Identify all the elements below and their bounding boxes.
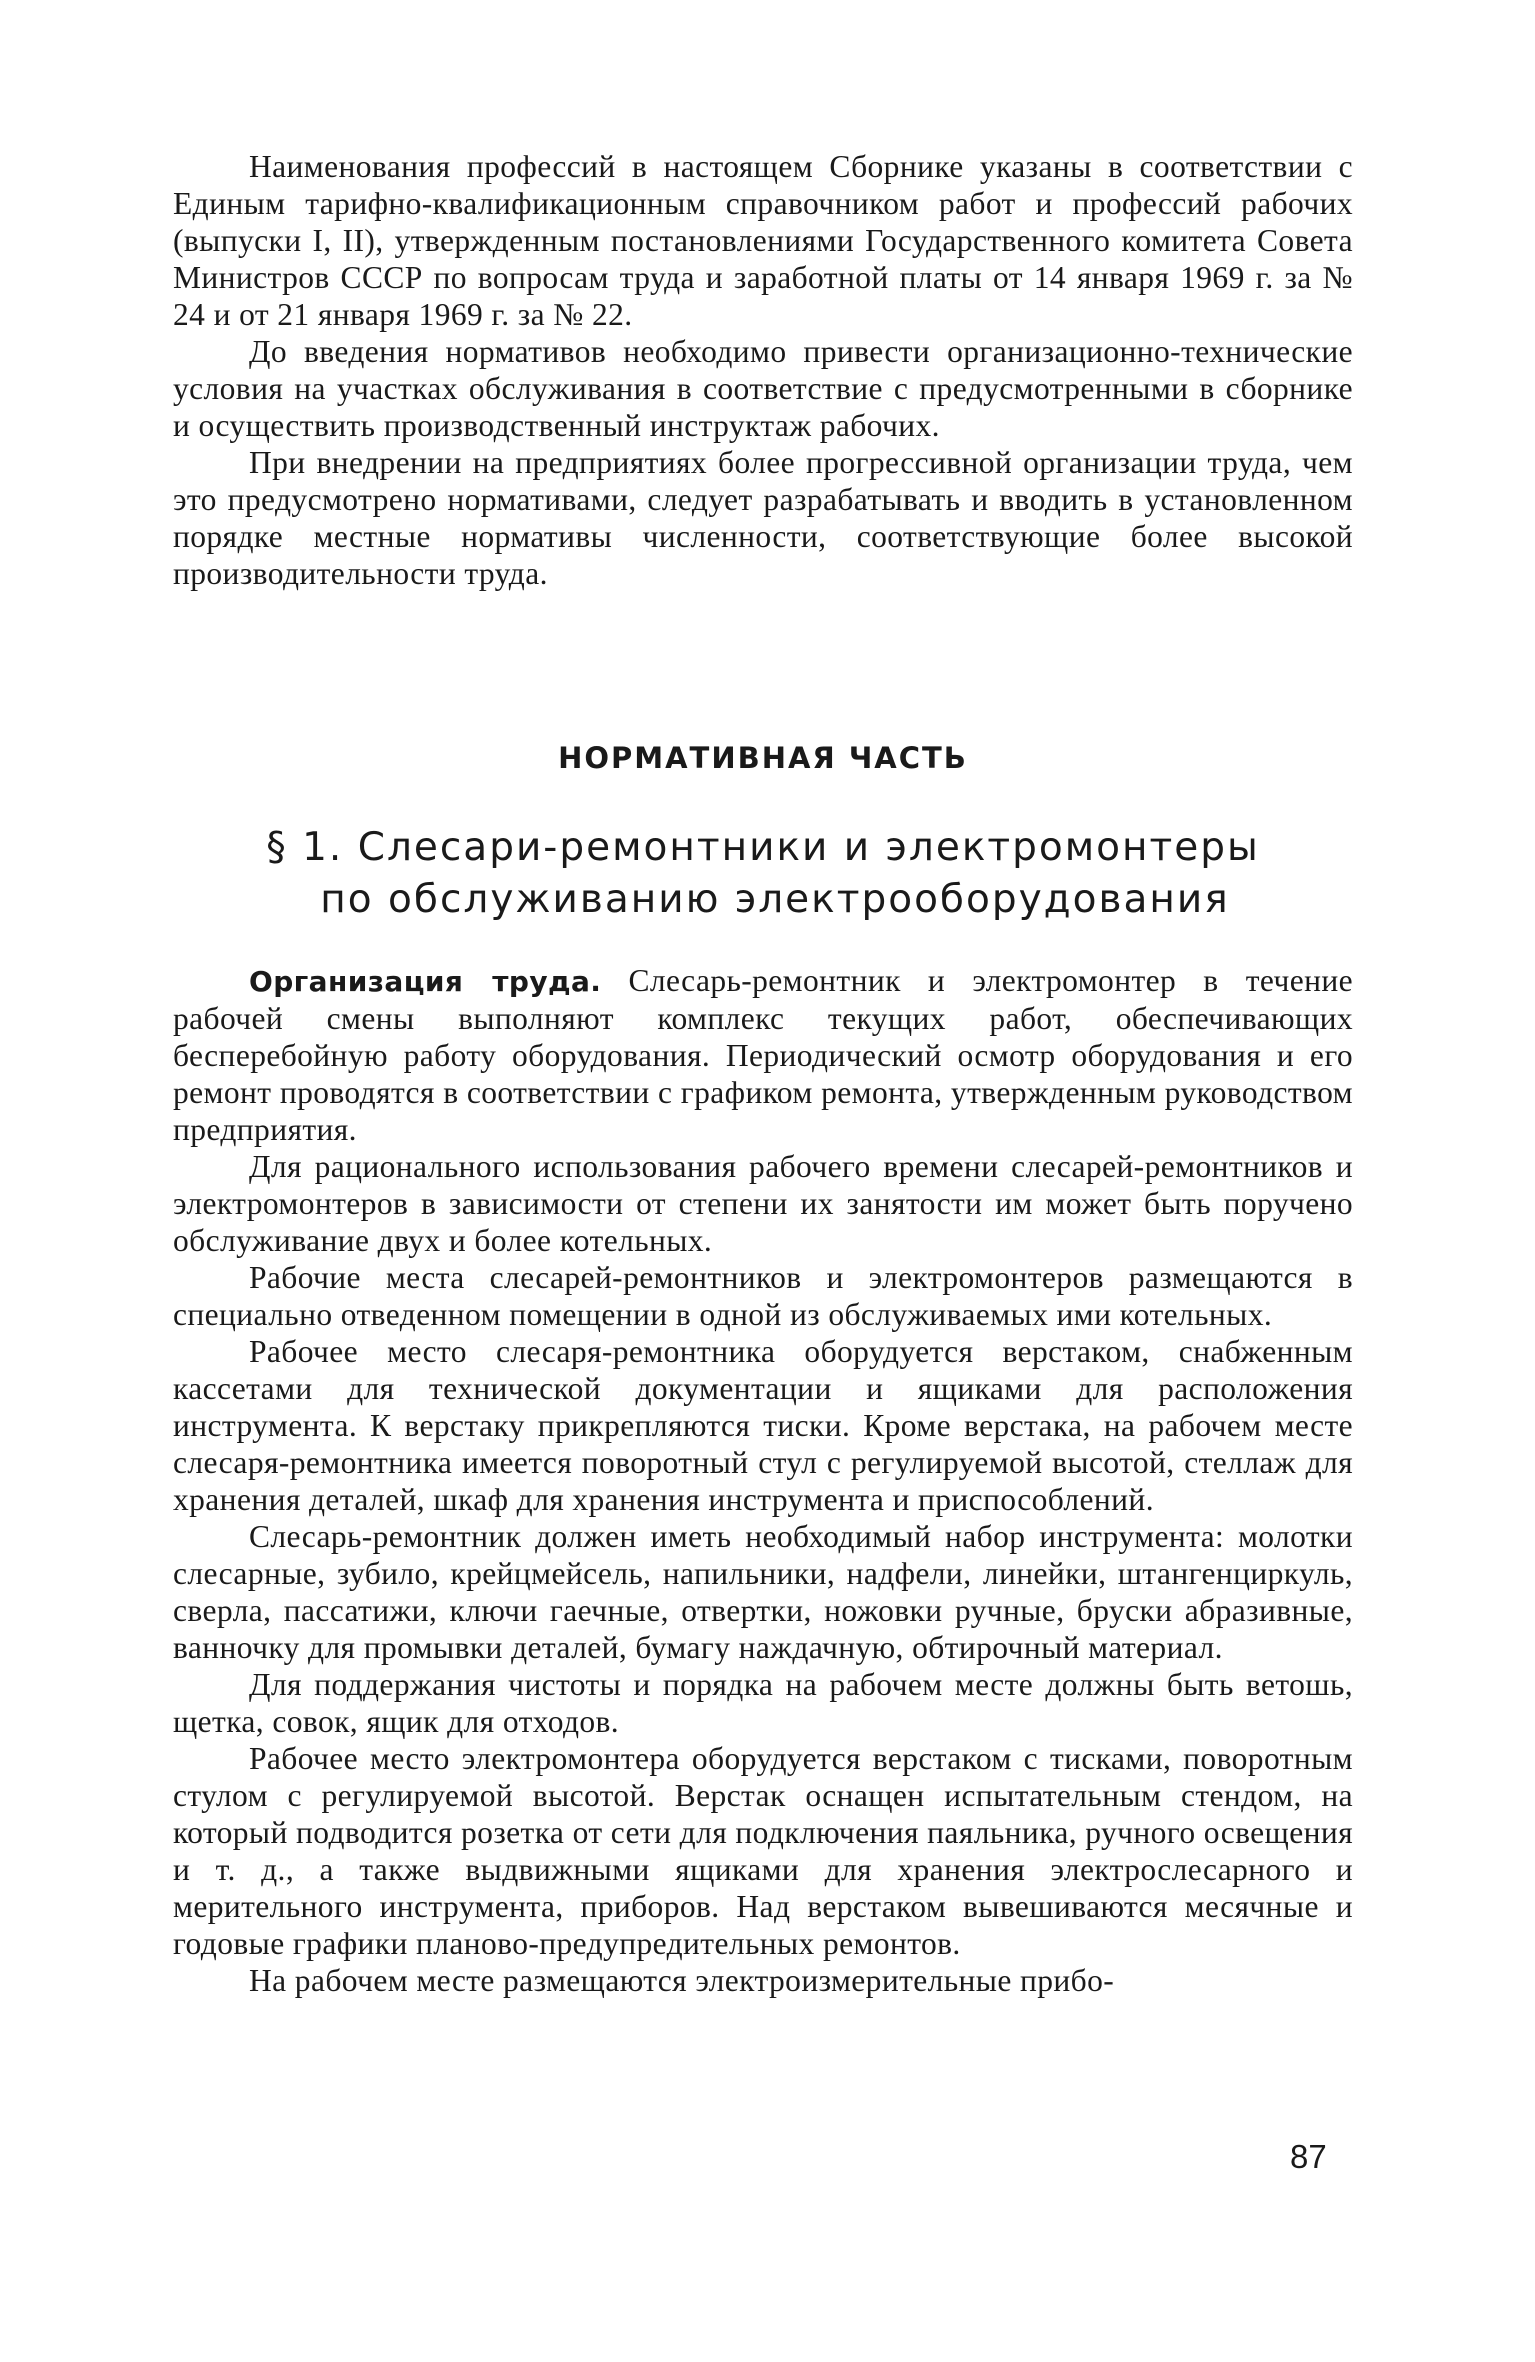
intro-text — [173, 148, 1353, 592]
body-paragraph-4: Рабочее место слесаря-ремонтника оборудуется верстаком, снабженным кассетами для технической документации и ящиками для расположения инструмента. К верстаку прикрепляются тиски. Кроме верстака, на рабочем месте слесаря-ремонтника имеется поворотный стул с регулируемой высотой, стеллаж для хранения деталей, шкаф для хранения инструмента и приспособлений. — [173, 1334, 1353, 1517]
part-title: НОРМАТИВНАЯ ЧАСТЬ — [558, 741, 968, 775]
page-number: 87 — [1290, 2138, 1327, 2175]
body-paragraph-2: Для рационального использования рабочего времени слесарей-ремонтников и электромонтеров в зависимости от степени их занятости им может быть поручено обслуживание двух и более котельных. — [173, 1149, 1353, 1258]
body-paragraph-1-text: Слесарь-ремонтник и электромонтер в течение рабочей смены выполняют комплекс текущих работ, обеспечивающих бесперебойную работу оборудования. Периодический осмотр оборудования и его ремонт проводятся в соответствии с графиком ремонта, утвержденным руководством предприятия. — [173, 963, 1354, 1147]
lead-heading: Организация труда. — [249, 965, 602, 998]
section-title-line-2: по обслуживанию электрооборудования — [320, 877, 1230, 922]
intro-paragraph-3: При внедрении на предприятиях более прогрессивной организации труда, чем это предусмотрено нормативами, следует разрабатывать и вводить в установленном порядке местные нормативы численности, соответствующие более высокой производительности труда. — [173, 445, 1353, 591]
body-paragraph-8: На рабочем месте размещаются электроизмерительные прибо- — [249, 1963, 1115, 1998]
body-paragraph-3: Рабочие места слесарей-ремонтников и электромонтеров размещаются в специально отведенном помещении в одной из обслуживаемых ими котельных. — [173, 1260, 1353, 1332]
body-paragraph-7: Рабочее место электромонтера оборудуется верстаком с тисками, поворотным стулом с регулируемой высотой. Верстак оснащен испытательным стендом, на который подводится розетка от сети для подключения паяльника, ручного освещения и т. д., а также выдвижными ящиками для хранения электрослесарного и мерительного инструмента, приборов. Над верстаком вывешиваются месячные и годовые графики планово-предупредительных ремонтов. — [173, 1741, 1353, 1961]
body-paragraph-1 — [173, 962, 1353, 1148]
section-title — [173, 822, 1353, 926]
body-paragraph-6: Для поддержания чистоты и порядка на рабочем месте должны быть ветошь, щетка, совок, ящик для отходов. — [173, 1667, 1353, 1739]
body-paragraph-5: Слесарь-ремонтник должен иметь необходимый набор инструмента: молотки слесарные, зубило, крейцмейсель, напильники, надфели, линейки, штангенциркуль, сверла, пассатижи, ключи гаечные, отвертки, ножовки ручные, бруски абразивные, ванночку для промывки деталей, бумагу наждачную, обтирочный материал. — [173, 1519, 1353, 1665]
intro-paragraph-1: Наименования профессий в настоящем Сборнике указаны в соответствии с Единым тарифно-квалификационным справочником работ и профессий рабочих (выпуски I, II), утвержденным постановлениями Государственного комитета Совета Министров СССР по вопросам труда и заработной платы от 14 января 1969 г. за № 24 и от 21 января 1969 г. за № 22. — [173, 149, 1353, 332]
body-text — [173, 962, 1353, 1999]
section-title-line-1: § 1. Слесари-ремонтники и электромонтеры — [266, 825, 1260, 870]
intro-paragraph-2: До введения нормативов необходимо привести организационно-технические условия на участках обслуживания в соответствие с предусмотренными в сборнике и осуществить производственный инструктаж рабочих. — [173, 334, 1353, 443]
